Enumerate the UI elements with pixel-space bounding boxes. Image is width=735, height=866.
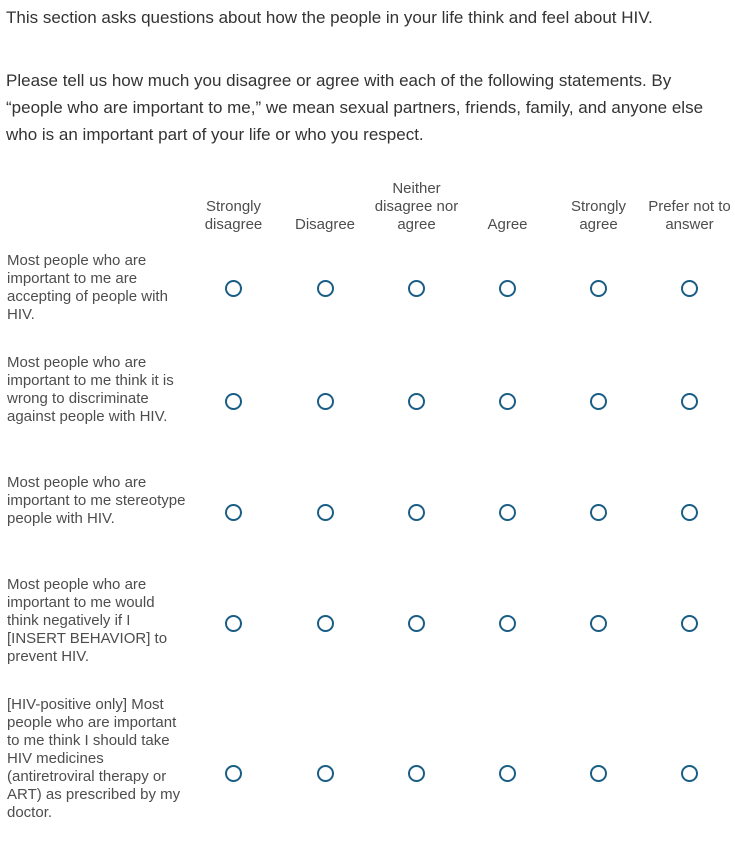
- radio-cell: [371, 344, 462, 464]
- radio-cell: [371, 464, 462, 566]
- statement-row: [7, 464, 735, 566]
- radio-cell: [553, 464, 644, 566]
- statement-row: [7, 566, 735, 686]
- radio-prefer-not[interactable]: [681, 765, 698, 782]
- statement-row: [7, 686, 735, 866]
- radio-cell: [644, 344, 735, 464]
- radio-strongly-agree[interactable]: [590, 393, 607, 410]
- radio-strongly-disagree[interactable]: [225, 504, 242, 521]
- radio-neither[interactable]: [408, 504, 425, 521]
- radio-cell: [188, 686, 279, 866]
- radio-cell: [462, 686, 553, 866]
- radio-cell: [462, 234, 553, 344]
- radio-prefer-not[interactable]: [681, 280, 698, 297]
- radio-disagree[interactable]: [317, 615, 334, 632]
- radio-cell: [462, 344, 553, 464]
- radio-prefer-not[interactable]: [681, 615, 698, 632]
- radio-cell: [644, 234, 735, 344]
- radio-neither[interactable]: [408, 280, 425, 297]
- radio-cell: [279, 344, 371, 464]
- radio-cell: [644, 686, 735, 866]
- radio-strongly-disagree[interactable]: [225, 615, 242, 632]
- radio-cell: [553, 234, 644, 344]
- radio-cell: [644, 464, 735, 566]
- statement-text: Most people who are important to me think it is wrong to discriminate against people with HIV.: [7, 354, 174, 425]
- radio-cell: [279, 566, 371, 686]
- radio-prefer-not[interactable]: [681, 393, 698, 410]
- radio-neither[interactable]: [408, 615, 425, 632]
- statement-row: [7, 344, 735, 464]
- radio-prefer-not[interactable]: [681, 504, 698, 521]
- column-header-strongly-disagree: Strongly disagree: [204, 198, 263, 233]
- radio-agree[interactable]: [499, 280, 516, 297]
- statement-row: [7, 234, 735, 344]
- radio-cell: [188, 344, 279, 464]
- radio-cell: [371, 566, 462, 686]
- radio-agree[interactable]: [499, 504, 516, 521]
- radio-agree[interactable]: [499, 393, 516, 410]
- radio-strongly-disagree[interactable]: [225, 393, 242, 410]
- radio-neither[interactable]: [408, 393, 425, 410]
- radio-strongly-agree[interactable]: [590, 280, 607, 297]
- radio-cell: [553, 686, 644, 866]
- radio-cell: [371, 686, 462, 866]
- radio-cell: [279, 464, 371, 566]
- radio-agree[interactable]: [499, 765, 516, 782]
- radio-disagree[interactable]: [317, 765, 334, 782]
- radio-cell: [462, 566, 553, 686]
- radio-strongly-disagree[interactable]: [225, 765, 242, 782]
- radio-strongly-agree[interactable]: [590, 765, 607, 782]
- column-header-disagree: Disagree: [294, 216, 356, 233]
- question-instructions: Please tell us how much you disagree or agree with each of the following statements. By “people who are important to me,” we mean sexual partners, friends, family, and anyone else who is an important part of your life or who you respect.: [6, 71, 704, 144]
- column-header-agree: Agree: [487, 216, 528, 233]
- radio-cell: [279, 234, 371, 344]
- statement-text: Most people who are important to me would think negatively if I [INSERT BEHAVIOR] to prevent HIV.: [7, 576, 168, 665]
- likert-matrix: [7, 176, 735, 866]
- radio-strongly-agree[interactable]: [590, 504, 607, 521]
- radio-agree[interactable]: [499, 615, 516, 632]
- radio-neither[interactable]: [408, 765, 425, 782]
- radio-cell: [553, 344, 644, 464]
- radio-cell: [188, 464, 279, 566]
- radio-cell: [371, 234, 462, 344]
- radio-cell: [644, 566, 735, 686]
- statement-text: Most people who are important to me stereotype people with HIV.: [7, 474, 186, 527]
- radio-cell: [279, 686, 371, 866]
- radio-strongly-disagree[interactable]: [225, 280, 242, 297]
- radio-cell: [553, 566, 644, 686]
- column-header-row: [7, 176, 735, 234]
- section-intro: This section asks questions about how the people in your life think and feel about HIV.: [6, 8, 653, 27]
- radio-cell: [462, 464, 553, 566]
- statement-text: [HIV-positive only] Most people who are important to me think I should take HIV medicines (antiretroviral therapy or ART) as prescribed by my doctor.: [7, 696, 181, 821]
- radio-disagree[interactable]: [317, 504, 334, 521]
- radio-cell: [188, 234, 279, 344]
- radio-strongly-agree[interactable]: [590, 615, 607, 632]
- radio-cell: [188, 566, 279, 686]
- column-header-strongly-agree: Strongly agree: [570, 198, 627, 233]
- column-header-neither: Neither disagree nor agree: [374, 180, 459, 233]
- statement-text: Most people who are important to me are accepting of people with HIV.: [7, 252, 168, 323]
- radio-disagree[interactable]: [317, 280, 334, 297]
- radio-disagree[interactable]: [317, 393, 334, 410]
- column-header-prefer-not: Prefer not to answer: [648, 198, 731, 233]
- corner-cell: [7, 176, 188, 234]
